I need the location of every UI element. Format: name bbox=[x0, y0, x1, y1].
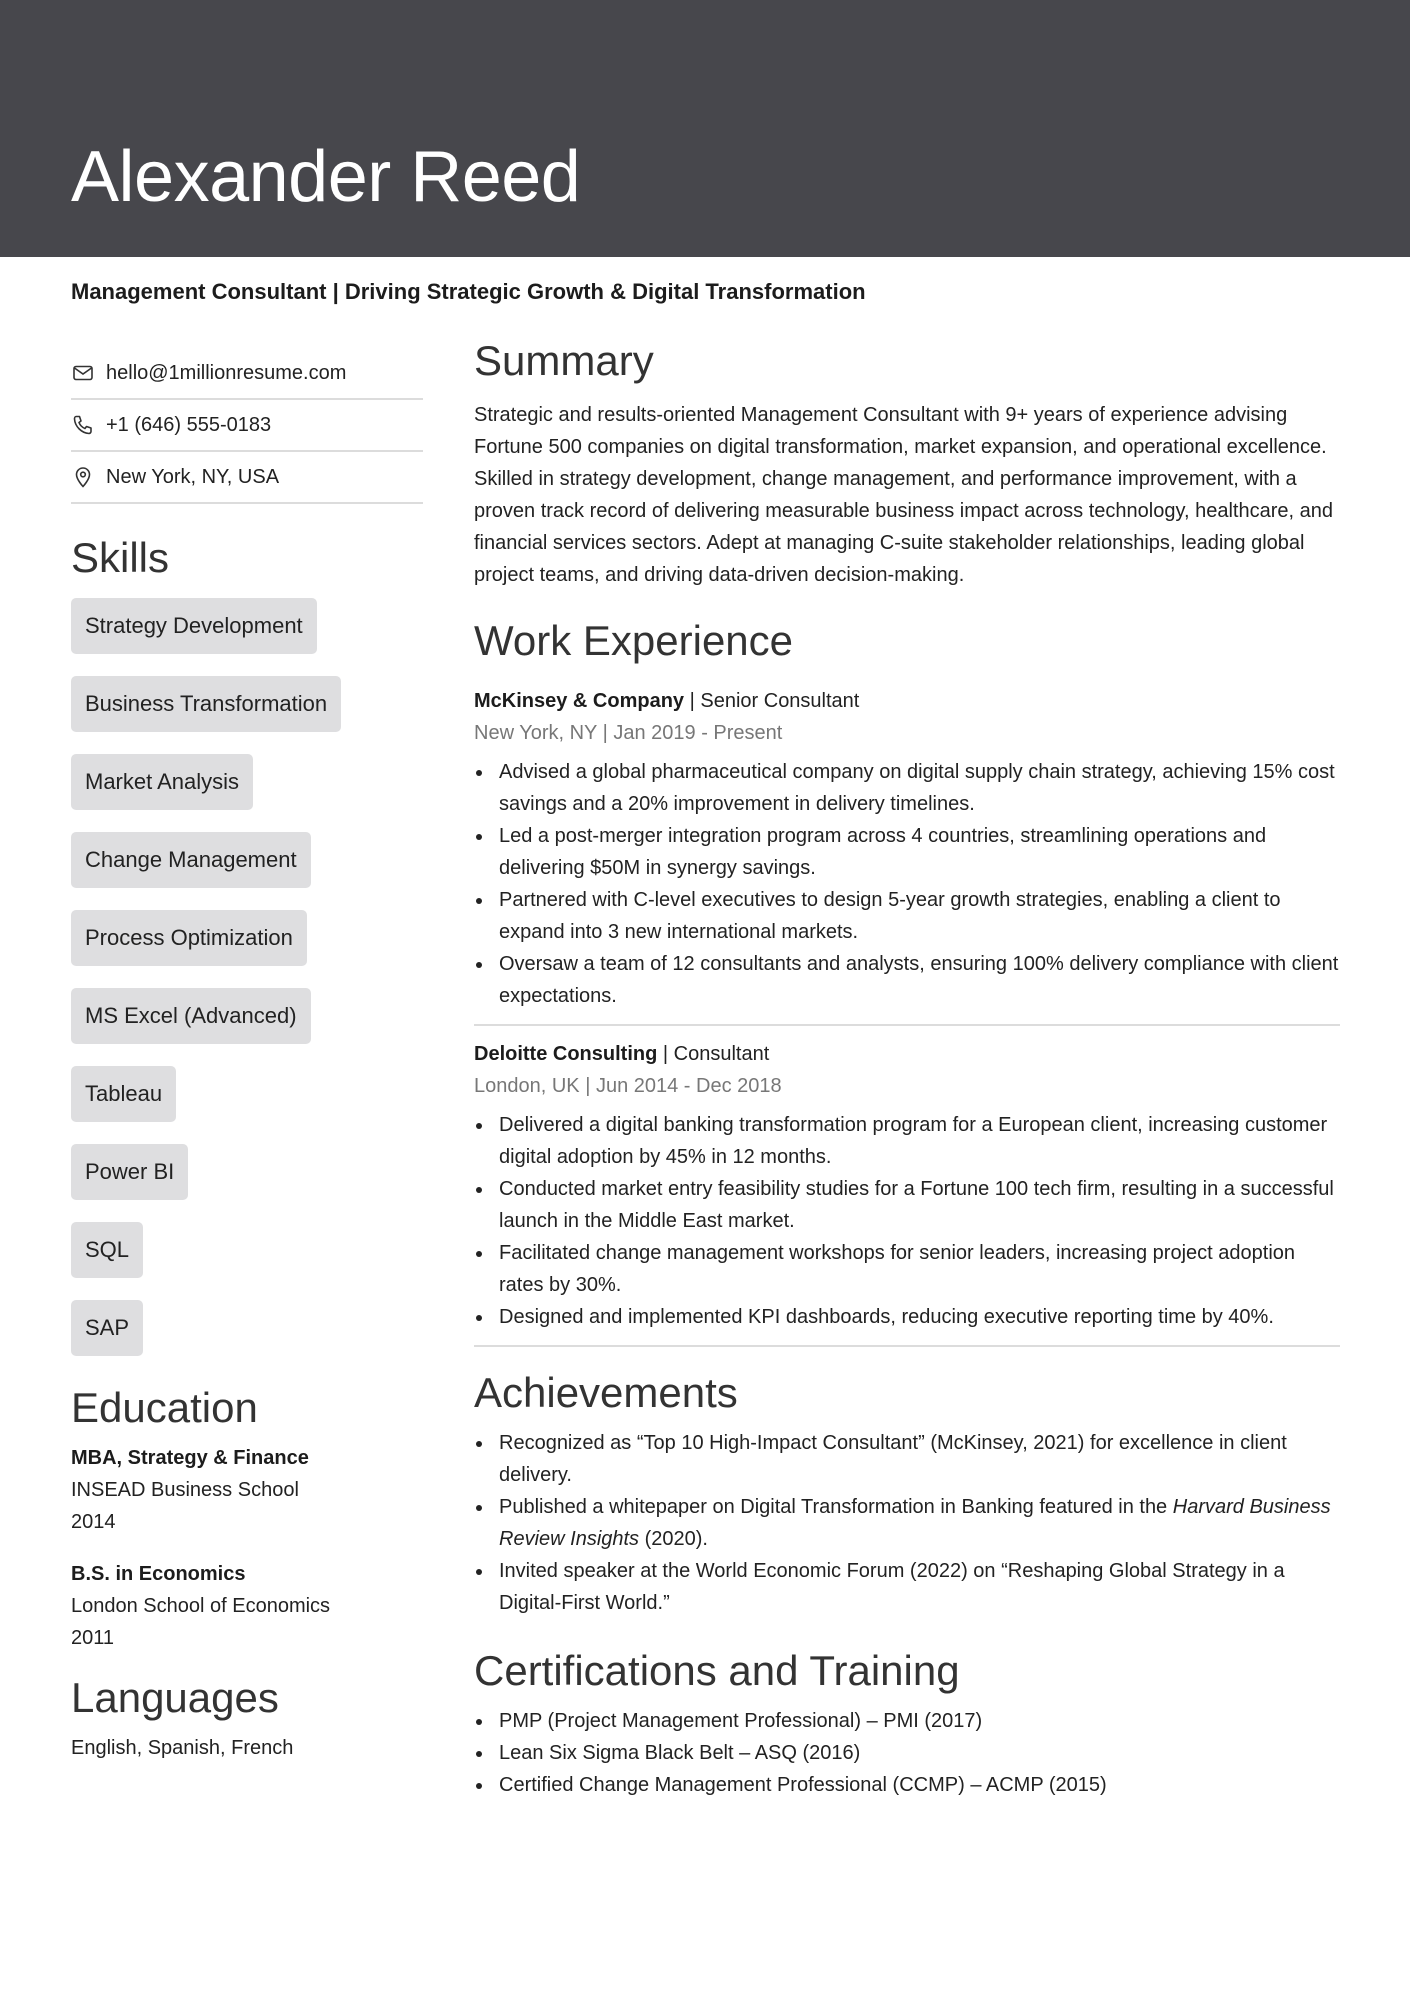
job-separator: | bbox=[684, 690, 701, 712]
job-separator: | bbox=[657, 1043, 674, 1065]
achievement-text: (2020). bbox=[639, 1528, 708, 1550]
list-item: Facilitated change management workshops for senior leaders, increasing project adoption rates by 30%. bbox=[474, 1237, 1340, 1301]
list-item: PMP (Project Management Professional) – PMI (2017) bbox=[474, 1705, 1340, 1737]
job-entry bbox=[474, 685, 1340, 1012]
skill-chip: SQL bbox=[71, 1222, 143, 1278]
contact-list bbox=[71, 348, 423, 504]
summary-heading: Summary bbox=[474, 337, 654, 384]
skill-chip: SAP bbox=[71, 1300, 143, 1356]
contact-email[interactable] bbox=[71, 348, 423, 400]
list-item: Lean Six Sigma Black Belt – ASQ (2016) bbox=[474, 1737, 1340, 1769]
list-item bbox=[474, 1491, 1340, 1555]
list-item: Invited speaker at the World Economic Forum (2022) on “Reshaping Global Strategy in a Digital-First World.” bbox=[474, 1555, 1340, 1619]
job-header bbox=[474, 1038, 1340, 1070]
summary-text: Strategic and results-oriented Management Consultant with 9+ years of experience advising Fortune 500 companies on digital transformation, market expansion, and operational excellence. Skilled in strategy development, change management, and performance improvement, with a proven track record of delivering measurable business impact across technology, healthcare, and financial services sectors. Adept at managing C-suite stakeholder relationships, leading global project teams, and driving data-driven decision-making. bbox=[474, 404, 1333, 586]
envelope-icon bbox=[71, 361, 95, 385]
education-item bbox=[71, 1442, 423, 1538]
company-name: McKinsey & Company bbox=[474, 690, 685, 712]
sidebar bbox=[71, 348, 423, 1764]
tagline: Management Consultant | Driving Strategic Growth & Digital Transformation bbox=[71, 279, 866, 304]
job-meta: New York, NY | Jan 2019 - Present bbox=[474, 722, 783, 744]
list-item: Partnered with C-level executives to design 5-year growth strategies, enabling a client to expand into 3 new international markets. bbox=[474, 884, 1340, 948]
achievements-list bbox=[474, 1427, 1340, 1619]
skill-chip: Power BI bbox=[71, 1144, 188, 1200]
list-item: Recognized as “Top 10 High-Impact Consultant” (McKinsey, 2021) for excellence in client delivery. bbox=[474, 1427, 1340, 1491]
list-item: Conducted market entry feasibility studies for a Fortune 100 tech firm, resulting in a successful launch in the Middle East market. bbox=[474, 1173, 1340, 1237]
job-bullets bbox=[474, 756, 1340, 1012]
skill-chip: MS Excel (Advanced) bbox=[71, 988, 311, 1044]
skill-chip: Change Management bbox=[71, 832, 311, 888]
phone-icon bbox=[71, 413, 95, 437]
list-item: Oversaw a team of 12 consultants and analysts, ensuring 100% delivery compliance with client expectations. bbox=[474, 948, 1340, 1012]
job-title: Senior Consultant bbox=[700, 690, 860, 712]
divider bbox=[474, 1345, 1340, 1347]
contact-phone[interactable] bbox=[71, 400, 423, 452]
email-text: hello@1millionresume.com bbox=[106, 361, 347, 384]
job-entry bbox=[474, 1038, 1340, 1333]
certifications-list bbox=[474, 1705, 1340, 1801]
languages-text: English, Spanish, French bbox=[71, 1737, 294, 1759]
skill-chip: Business Transformation bbox=[71, 676, 341, 732]
list-item: Delivered a digital banking transformation program for a European client, increasing customer digital adoption by 45% in 12 months. bbox=[474, 1109, 1340, 1173]
skill-chip: Strategy Development bbox=[71, 598, 317, 654]
job-header bbox=[474, 685, 1340, 717]
job-bullets bbox=[474, 1109, 1340, 1333]
contact-location bbox=[71, 452, 423, 504]
main-content bbox=[474, 337, 1340, 1801]
header-banner bbox=[0, 0, 1410, 257]
list-item: Led a post-merger integration program across 4 countries, streamlining operations and delivering $50M in synergy savings. bbox=[474, 820, 1340, 884]
skill-chip: Market Analysis bbox=[71, 754, 253, 810]
divider bbox=[474, 1024, 1340, 1026]
skill-chip: Process Optimization bbox=[71, 910, 307, 966]
certifications-heading: Certifications and Training bbox=[474, 1647, 960, 1694]
skills-list bbox=[71, 598, 423, 1378]
list-item: Certified Change Management Professional (CCMP) – ACMP (2015) bbox=[474, 1769, 1340, 1801]
languages-heading: Languages bbox=[71, 1674, 279, 1721]
education-heading: Education bbox=[71, 1384, 258, 1431]
grad-year: 2014 bbox=[71, 1511, 116, 1533]
education-item bbox=[71, 1558, 423, 1654]
skill-chip: Tableau bbox=[71, 1066, 176, 1122]
location-pin-icon bbox=[71, 465, 95, 489]
phone-text: +1 (646) 555-0183 bbox=[106, 413, 272, 436]
company-name: Deloitte Consulting bbox=[474, 1043, 658, 1065]
degree: B.S. in Economics bbox=[71, 1563, 246, 1585]
experience-heading: Work Experience bbox=[474, 617, 794, 664]
school: INSEAD Business School bbox=[71, 1479, 299, 1501]
job-title: Consultant bbox=[673, 1043, 770, 1065]
list-item: Designed and implemented KPI dashboards, reducing executive reporting time by 40%. bbox=[474, 1301, 1340, 1333]
school: London School of Economics bbox=[71, 1595, 331, 1617]
location-text: New York, NY, USA bbox=[106, 465, 280, 488]
skills-heading: Skills bbox=[71, 534, 170, 581]
candidate-name: Alexander Reed bbox=[71, 137, 581, 217]
achievements-heading: Achievements bbox=[474, 1369, 738, 1416]
degree: MBA, Strategy & Finance bbox=[71, 1447, 309, 1469]
education-list bbox=[71, 1442, 423, 1654]
grad-year: 2011 bbox=[71, 1627, 115, 1649]
list-item: Advised a global pharmaceutical company on digital supply chain strategy, achieving 15% cost savings and a 20% improvement in delivery timelines. bbox=[474, 756, 1340, 820]
job-meta: London, UK | Jun 2014 - Dec 2018 bbox=[474, 1075, 782, 1097]
publication-title: Harvard Business Review Insights bbox=[499, 1496, 1331, 1550]
achievement-text: Published a whitepaper on Digital Transformation in Banking featured in the bbox=[499, 1496, 1173, 1518]
